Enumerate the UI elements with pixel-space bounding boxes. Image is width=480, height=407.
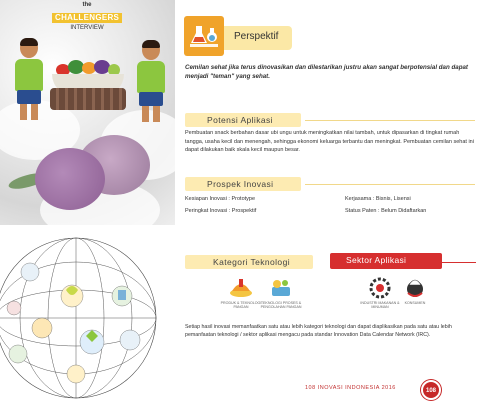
prospek-key: Kesiapan Inovasi [185,196,227,202]
kategori-item-label: TEKNOLOGI PROSES & PENGOLAHAN PANGAN [260,301,302,310]
prospek-item: Status Paten : Belum Didaftarkan [345,208,427,214]
category-label: Perspektif [234,31,279,42]
food-product-icon [228,277,254,299]
prospek-key: Peringkat Inovasi [185,208,228,214]
potensi-text: Pembuatan snack berbahan dasar ubi ungu untuk meningkatkan nilai tambah, untuk dipasarkan di tingkat rumah tangga, usaha kecil dan menengah, sehingga ekonomi keluarga terbantu dan meningkat. Pembuatan cemilan sehat ini dapat dilakukan baik skala kecil maupun besar. [185,130,474,154]
prospek-value: Prospektif [231,208,257,214]
logo-line-3: INTERVIEW [70,25,104,31]
footer-branding [305,380,445,398]
challengers-interview-logo [52,2,122,31]
prospek-item: Kerjasama : Bisnis, Lisensi [345,196,411,202]
prospek-value: Bisnis, Lisensi [375,196,411,202]
lab-flask-icon [184,16,224,56]
footer-badge-number: 108 [425,388,436,394]
sektor-item-label: INDUSTRI MAKANAN & MINUMAN [360,301,400,310]
prospek-title: Prospek Inovasi [207,179,274,189]
person-right-illustration [134,40,168,124]
kategori-title: Kategori Teknologi [213,257,290,267]
sektor-item [392,277,438,321]
kategori-description: Setiap hasil inovasi memanfaatkan satu atau lebih kategori teknologi dan dapat diaplikasikan pada satu atau lebih pemanfaatan teknologi / sektor aplikasi mengacu pada standar Innovation Data Calendar Network (IRC). [185,324,452,339]
food-processing-icon [268,277,294,299]
footer-text: 108 INOVASI INDONESIA 2016 [305,385,396,391]
technology-globe-illustration [0,232,162,404]
gear-factory-icon [367,277,393,299]
logo-line-1: the [82,2,92,8]
category-tag [180,16,295,62]
kategori-item-label: PRODUK & TEKNOLOGI PANGAN [220,301,262,310]
purple-sweet-potato-illustration [35,148,105,210]
intro-quote: Cemilan sehat jika terus dinovasikan dan dilestarikan justru akan sangat berpotensial dan dapat menjadi "teman" yang sehat. [185,64,468,81]
logo-line-2: CHALLENGERS [52,13,122,23]
prospek-key: Status Paten [345,208,377,214]
prospek-value: Prototype [231,196,256,202]
sektor-title: Sektor Aplikasi [346,255,407,265]
section-header-prospek [185,177,305,191]
kategori-item [258,277,304,321]
divider [305,120,475,121]
footer-badge-icon [421,380,441,400]
section-header-sektor [330,253,442,269]
prospek-item: Kesiapan Inovasi : Prototype [185,196,256,202]
potensi-title: Potensi Aplikasi [207,115,273,125]
left-illustration-column [0,0,175,407]
sektor-item-label: KONSUMEN [404,301,426,305]
section-header-potensi [185,113,305,127]
category-icon-box [184,16,224,56]
cover-illustration [0,0,175,225]
divider [442,262,476,263]
section-header-kategori [185,255,325,269]
consumer-chef-icon [402,277,428,299]
prospek-item: Peringkat Inovasi : Prospektif [185,208,257,214]
person-left-illustration [12,38,46,122]
prospek-value: Belum Didaftarkan [381,208,427,214]
prospek-key: Kerjasama [345,196,372,202]
snack-tray-illustration [50,88,126,110]
divider [305,184,475,185]
